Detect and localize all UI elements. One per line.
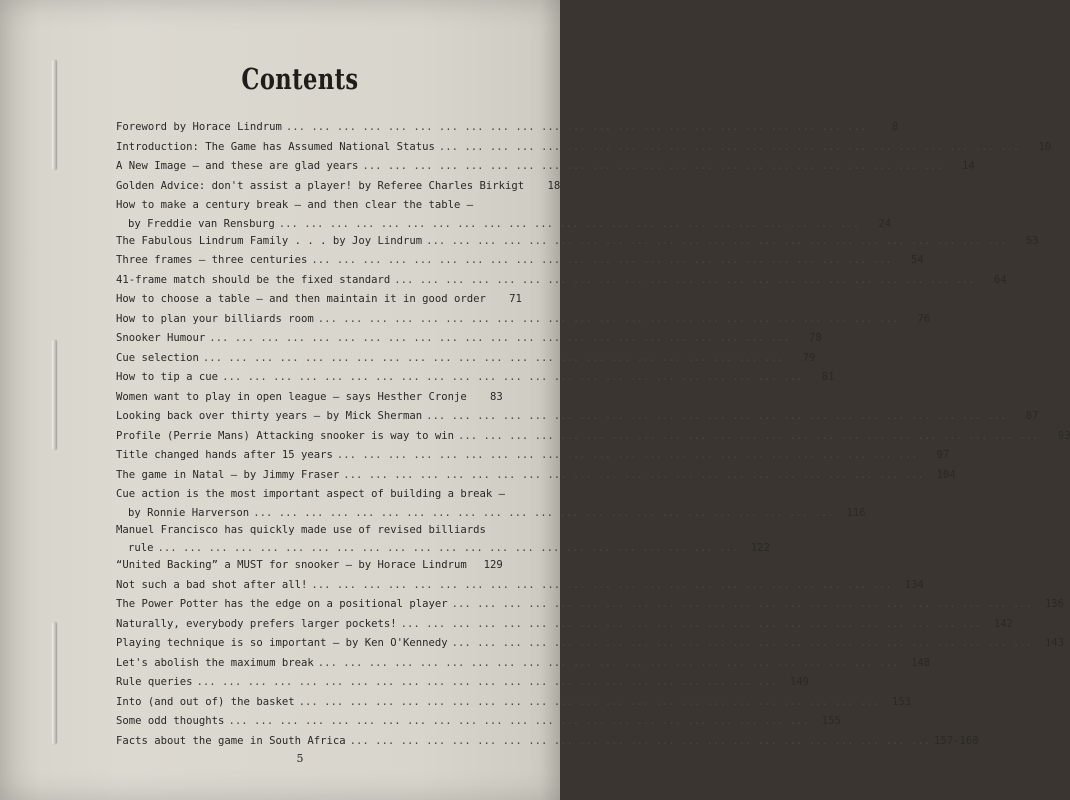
contents-entry xyxy=(116,521,770,557)
entry-page-number: 122 xyxy=(750,542,770,554)
contents-entry xyxy=(116,290,522,310)
entry-page-number: 155 xyxy=(821,715,841,727)
binding-staple xyxy=(52,340,56,450)
entry-page-number: 153 xyxy=(891,695,911,708)
entry-title: Profile (Perrie Mans) Attacking snooker is way to win xyxy=(116,429,455,442)
entry-title: Cue selection xyxy=(116,351,199,364)
entry-page-number: 79 xyxy=(802,351,816,364)
entry-page-number: 64 xyxy=(993,273,1007,286)
dot-leader: ... ... ... ... ... ... ... ... ... ... ... ... ... ... ... ... ... ... ... ... ... ... ... xyxy=(209,332,790,344)
entry-page-number: 18 xyxy=(547,179,561,192)
entry-page-number: 149 xyxy=(789,676,809,688)
entry-title: Naturally, everybody prefers larger pockets! xyxy=(116,617,397,630)
contents-entry xyxy=(116,177,561,197)
contents-entry xyxy=(116,615,1014,635)
entry-title: Facts about the game in South Africa xyxy=(116,734,346,747)
contents-entry xyxy=(116,427,1070,447)
entry-page-number: 24 xyxy=(878,217,892,230)
entry-page-number: 116 xyxy=(846,506,866,519)
entry-title: rule xyxy=(128,542,154,554)
entry-page-number: 81 xyxy=(821,371,835,383)
entry-title: Women want to play in open league — says Hesther Cronje xyxy=(116,390,467,403)
dot-leader: ... ... ... ... ... ... ... ... ... ... ... ... ... ... ... ... ... ... ... ... ... ... ... xyxy=(451,598,1033,610)
binding-staple xyxy=(52,60,56,170)
dot-leader: ... ... ... ... ... ... ... ... ... ... ... ... ... ... ... ... ... ... ... ... ... ... ... xyxy=(362,160,943,172)
entry-page-number: 142 xyxy=(993,617,1014,630)
entry-page-number: 76 xyxy=(917,312,931,325)
dot-leader: ... ... ... ... ... ... ... ... ... ... ... ... ... ... ... ... ... ... ... ... ... ... ... xyxy=(285,121,867,133)
dot-leader: ... ... ... ... ... ... ... ... ... ... ... ... ... ... ... ... ... ... ... ... ... ... ... xyxy=(349,734,931,747)
entry-title: Into (and out of) the basket xyxy=(116,695,295,708)
dot-leader: ... ... ... ... ... ... ... ... ... ... ... ... ... ... ... ... ... ... ... ... ... ... ... xyxy=(400,617,982,630)
contents-entry xyxy=(116,485,866,521)
entry-title: The Power Potter has the edge on a positional player xyxy=(116,598,448,610)
entry-page-number: 14 xyxy=(962,160,975,172)
contents-entry xyxy=(116,349,816,369)
entry-title: by Ronnie Harverson xyxy=(128,506,250,519)
dot-leader: ... ... ... ... ... ... ... ... ... ... ... ... ... ... ... ... ... ... ... ... ... ... ... xyxy=(278,217,860,230)
entry-title: How to choose a table — and then maintain it in good order xyxy=(116,293,486,305)
dot-leader: ... ... ... ... ... ... ... ... ... ... ... ... ... ... ... ... ... ... ... ... ... ... ... xyxy=(343,468,924,481)
entry-title: Looking back over thirty years — by Mick Sherman xyxy=(116,410,423,422)
dot-leader: ... ... ... ... ... ... ... ... ... ... ... ... ... ... ... ... ... ... ... ... ... ... ... xyxy=(196,676,777,688)
entry-page-number: 104 xyxy=(936,468,956,481)
dot-leader: ... ... ... ... ... ... ... ... ... ... ... ... ... ... ... ... ... ... ... ... ... ... ... xyxy=(222,371,803,383)
entry-page-number: 83 xyxy=(490,390,503,403)
entry-page-number: 78 xyxy=(808,332,822,344)
contents-entry xyxy=(116,654,931,674)
entry-title: How to tip a cue xyxy=(116,371,219,383)
entry-title: Not such a bad shot after all! xyxy=(116,578,308,591)
contents-entry xyxy=(116,196,892,232)
dot-leader: ... ... ... ... ... ... ... ... ... ... ... ... ... ... ... ... ... ... ... ... ... ... ... xyxy=(426,234,1007,247)
entry-title: 41-frame match should be the fixed standard xyxy=(116,273,391,286)
contents-entry xyxy=(116,271,1007,291)
dot-leader: ... ... ... ... ... ... ... ... ... ... ... ... ... ... ... ... ... ... ... ... ... ... ... xyxy=(228,715,809,727)
contents-entry xyxy=(116,595,1065,615)
contents-entry xyxy=(116,407,1039,427)
entry-page-number: 53 xyxy=(1025,234,1039,247)
contents-entry xyxy=(116,446,950,466)
dot-leader: ... ... ... ... ... ... ... ... ... ... ... ... ... ... ... ... ... ... ... ... ... ... ... xyxy=(317,312,899,325)
dot-leader: ... ... ... ... ... ... ... ... ... ... ... ... ... ... ... ... ... ... ... ... ... ... ... xyxy=(336,449,918,461)
entry-title: Golden Advice: don't assist a player! by Referee Charles Birkigt xyxy=(116,179,525,192)
entry-page-number: 87 xyxy=(1025,410,1039,422)
entry-page-number: 10 xyxy=(1038,140,1052,153)
contents-entry xyxy=(116,118,899,138)
contents-entry xyxy=(116,673,809,693)
contents-entry xyxy=(116,329,822,349)
contents-entry xyxy=(116,634,1065,654)
contents-entry xyxy=(116,732,979,752)
entry-page-number: 97 xyxy=(936,449,950,461)
entry-title: Introduction: The Game has Assumed National Status xyxy=(116,140,435,153)
entry-title: Title changed hands after 15 years xyxy=(116,449,333,461)
entry-page-number: 93 xyxy=(1057,429,1070,442)
dot-leader: ... ... ... ... ... ... ... ... ... ... ... ... ... ... ... ... ... ... ... ... ... ... ... xyxy=(311,254,892,266)
entry-title: Cue action is the most important aspect of building a break — xyxy=(116,488,506,500)
entry-page-number: 134 xyxy=(904,578,924,591)
dot-leader: ... ... ... ... ... ... ... ... ... ... ... ... ... ... ... ... ... ... ... ... ... ... ... xyxy=(253,506,834,519)
entry-title: by Freddie van Rensburg xyxy=(128,217,275,230)
entry-page-number: 157-160 xyxy=(934,734,979,747)
dot-leader: ... ... ... ... ... ... ... ... ... ... ... ... ... ... ... ... ... ... ... ... ... ... ... xyxy=(394,273,975,286)
contents-list xyxy=(116,118,1070,751)
entry-title: Manuel Francisco has quickly made use of revised billiards xyxy=(116,523,486,536)
entry-title: How to plan your billiards room xyxy=(116,312,314,325)
contents-entry xyxy=(116,368,835,388)
contents-entry xyxy=(116,388,503,408)
entry-page-number: 8 xyxy=(891,121,899,133)
entry-page-number: 136 xyxy=(1044,598,1065,610)
contents-entry xyxy=(116,310,931,330)
contents-entry xyxy=(116,157,975,177)
contents-entry xyxy=(116,232,1039,252)
entry-title: Rule queries xyxy=(116,676,193,688)
entry-title: Playing technique is so important — by Ken O'Kennedy xyxy=(116,637,448,649)
dot-leader: ... ... ... ... ... ... ... ... ... ... ... ... ... ... ... ... ... ... ... ... ... ... ... xyxy=(451,637,1033,649)
entry-page-number: 129 xyxy=(483,559,503,571)
page-title: Contents xyxy=(241,62,359,96)
dot-leader: ... ... ... ... ... ... ... ... ... ... ... ... ... ... ... ... ... ... ... ... ... ... ... xyxy=(458,429,1039,442)
entry-title: The game in Natal — by Jimmy Fraser xyxy=(116,468,340,481)
contents-entry xyxy=(116,251,924,271)
page-number: 5 xyxy=(296,752,304,765)
contents-entry xyxy=(116,466,956,486)
entry-title: Snooker Humour xyxy=(116,332,206,344)
entry-title: How to make a century break — and then clear the table — xyxy=(116,199,474,211)
entry-page-number: 143 xyxy=(1044,637,1065,649)
entry-title: “United Backing” a MUST for snooker — by Horace Lindrum xyxy=(116,559,467,571)
binding-staple xyxy=(52,622,56,744)
entry-title: The Fabulous Lindrum Family . . . by Joy Lindrum xyxy=(116,234,423,247)
entry-page-number: 148 xyxy=(910,656,931,669)
dot-leader: ... ... ... ... ... ... ... ... ... ... ... ... ... ... ... ... ... ... ... ... ... ... ... xyxy=(426,410,1007,422)
entry-page-number: 54 xyxy=(910,254,924,266)
entry-title: Some odd thoughts xyxy=(116,715,225,727)
entry-title: Three frames — three centuries xyxy=(116,254,308,266)
contents-entry xyxy=(116,712,841,732)
entry-title: A New Image — and these are glad years xyxy=(116,160,359,172)
dot-leader: ... ... ... ... ... ... ... ... ... ... ... ... ... ... ... ... ... ... ... ... ... ... ... xyxy=(438,140,1020,153)
contents-entry xyxy=(116,138,1052,158)
contents-entry xyxy=(116,693,911,713)
entry-page-number: 71 xyxy=(509,293,522,305)
dot-leader: ... ... ... ... ... ... ... ... ... ... ... ... ... ... ... ... ... ... ... ... ... ... ... xyxy=(157,542,738,554)
dot-leader: ... ... ... ... ... ... ... ... ... ... ... ... ... ... ... ... ... ... ... ... ... ... ... xyxy=(202,351,784,364)
dot-leader: ... ... ... ... ... ... ... ... ... ... ... ... ... ... ... ... ... ... ... ... ... ... ... xyxy=(311,578,892,591)
dot-leader: ... ... ... ... ... ... ... ... ... ... ... ... ... ... ... ... ... ... ... ... ... ... ... xyxy=(298,695,879,708)
contents-entry xyxy=(116,576,924,596)
contents-entry xyxy=(116,556,503,576)
dot-leader: ... ... ... ... ... ... ... ... ... ... ... ... ... ... ... ... ... ... ... ... ... ... ... xyxy=(317,656,899,669)
entry-title: Let's abolish the maximum break xyxy=(116,656,314,669)
entry-title: Foreword by Horace Lindrum xyxy=(116,121,282,133)
